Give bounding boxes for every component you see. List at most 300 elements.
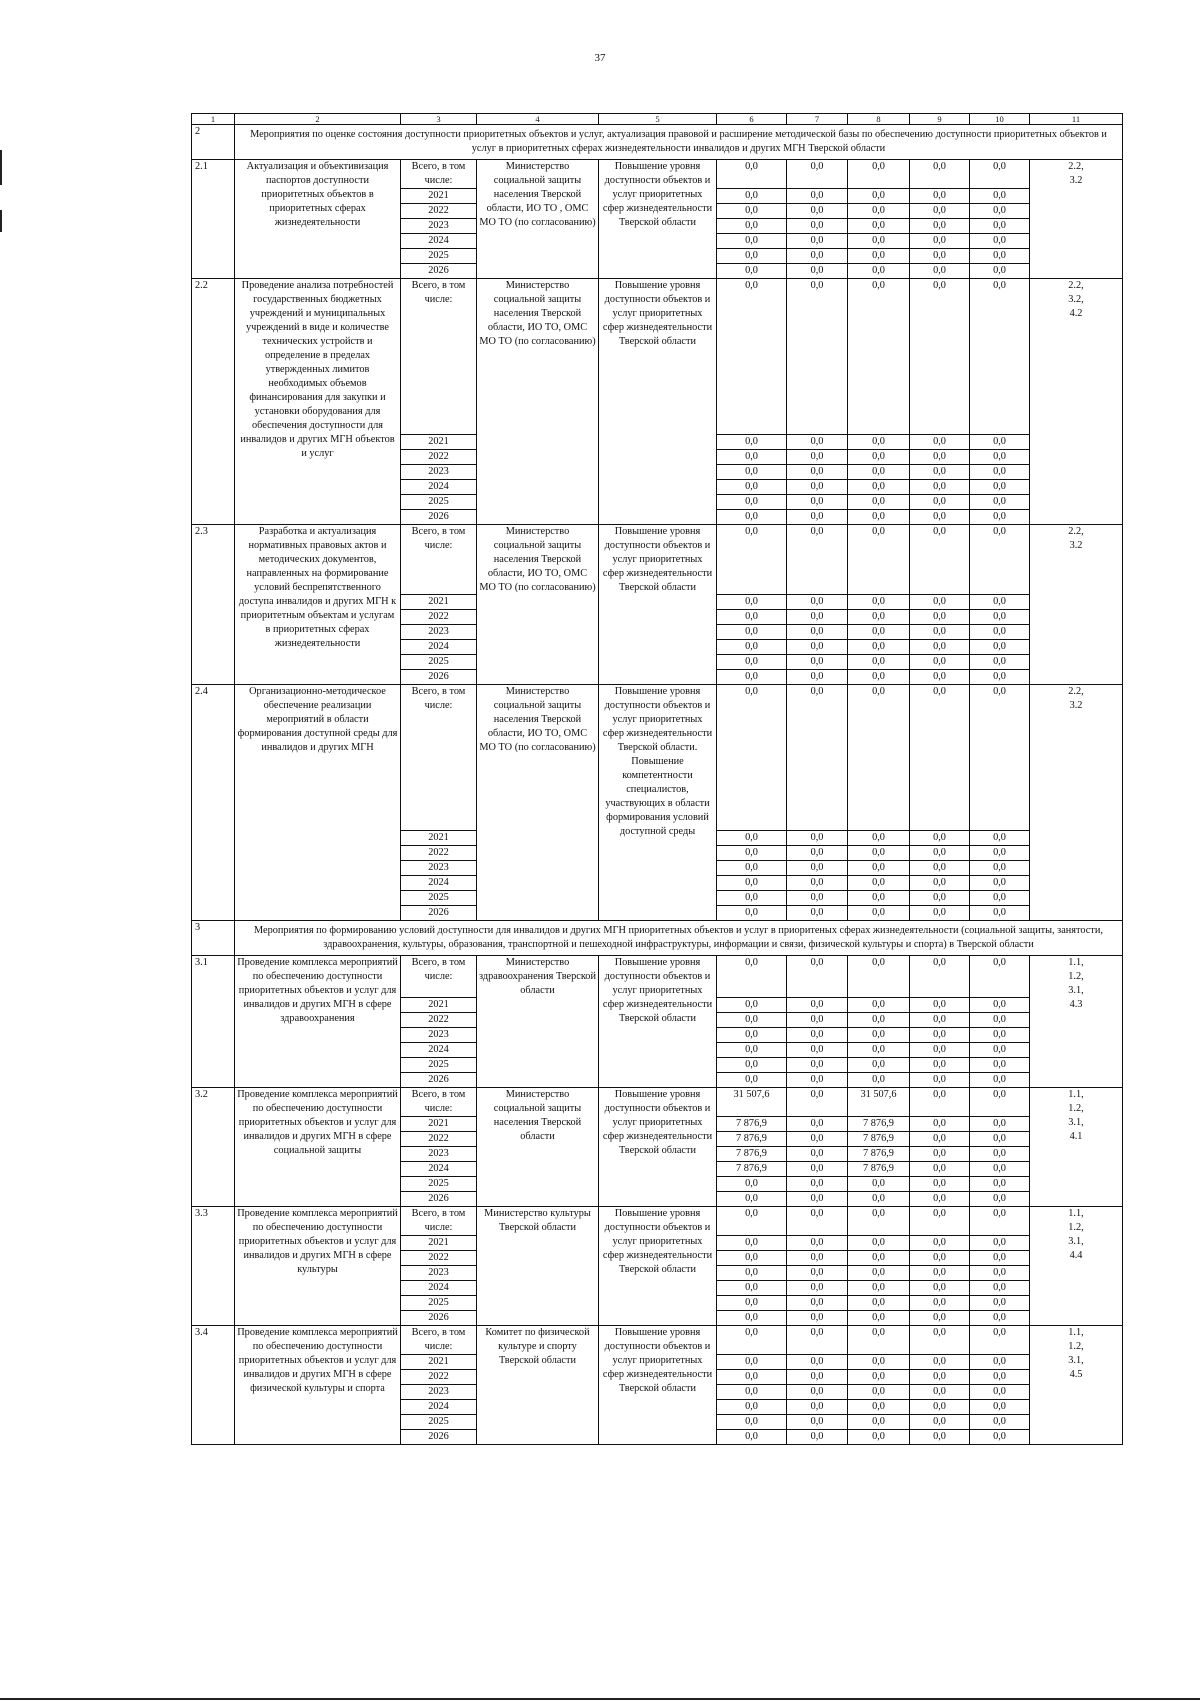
year-value: 0,0 — [787, 1073, 848, 1088]
year-value: 0,0 — [848, 640, 910, 655]
section-row — [192, 921, 1123, 956]
year-cell: 2021 — [401, 595, 477, 610]
year-value: 0,0 — [717, 249, 787, 264]
year-cell: 2022 — [401, 1370, 477, 1385]
year-value: 0,0 — [717, 435, 787, 450]
item-number: 3.4 — [192, 1326, 235, 1445]
year-value: 0,0 — [910, 906, 970, 921]
total-value: 0,0 — [910, 525, 970, 595]
year-value: 0,0 — [848, 495, 910, 510]
total-label: Всего, в том числе: — [401, 956, 477, 998]
year-cell: 2025 — [401, 1058, 477, 1073]
item-name: Проведение комплекса мероприятий по обеспечению доступности приоритетных объектов и услуг для инвалидов и других МГН в сфере физической культуры и спорта — [235, 1326, 401, 1445]
item-row — [192, 525, 1123, 595]
year-value: 0,0 — [910, 1296, 970, 1311]
total-value: 0,0 — [787, 956, 848, 998]
total-value: 31 507,6 — [848, 1088, 910, 1117]
section-title: Мероприятия по оценке состояния доступности приоритетных объектов и услуг, актуализация правовой и расширение методической базы по обеспечению доступности приоритетных объектов и услуг в приоритетных сферах жизнедеятельности инвалидов и других МГН Тверской области — [235, 125, 1123, 160]
year-value: 0,0 — [848, 480, 910, 495]
year-value: 0,0 — [787, 204, 848, 219]
item-indicators: 2.2, 3.2, 4.2 — [1030, 279, 1123, 525]
year-value: 0,0 — [787, 1117, 848, 1132]
item-indicators: 1.1, 1.2, 3.1, 4.4 — [1030, 1207, 1123, 1326]
year-cell: 2026 — [401, 510, 477, 525]
year-value: 0,0 — [848, 264, 910, 279]
year-value: 0,0 — [717, 1043, 787, 1058]
item-executor: Министерство социальной защиты населения Тверской области, ИО ТО, ОМС МО ТО (по согласованию) — [477, 279, 599, 525]
column-number: 9 — [910, 114, 970, 125]
year-cell: 2025 — [401, 1415, 477, 1430]
year-value: 0,0 — [787, 249, 848, 264]
year-value: 0,0 — [787, 435, 848, 450]
year-cell: 2021 — [401, 998, 477, 1013]
year-value: 0,0 — [787, 655, 848, 670]
year-value: 0,0 — [910, 1385, 970, 1400]
year-value: 0,0 — [787, 876, 848, 891]
year-cell: 2022 — [401, 1251, 477, 1266]
column-number: 2 — [235, 114, 401, 125]
item-executor: Министерство социальной защиты населения Тверской области — [477, 1088, 599, 1207]
item-row — [192, 685, 1123, 831]
year-value: 0,0 — [970, 510, 1030, 525]
total-value: 0,0 — [717, 1207, 787, 1236]
year-value: 0,0 — [910, 1058, 970, 1073]
item-number: 2.2 — [192, 279, 235, 525]
total-value: 0,0 — [910, 1207, 970, 1236]
year-value: 0,0 — [787, 219, 848, 234]
year-value: 0,0 — [970, 264, 1030, 279]
year-cell: 2026 — [401, 1430, 477, 1445]
year-value: 0,0 — [717, 906, 787, 921]
column-number: 7 — [787, 114, 848, 125]
year-value: 0,0 — [970, 1043, 1030, 1058]
item-result: Повышение уровня доступности объектов и услуг приоритетных сфер жизнедеятельности Тверской области — [599, 1088, 717, 1207]
year-value: 0,0 — [910, 435, 970, 450]
year-value: 0,0 — [717, 1177, 787, 1192]
year-value: 7 876,9 — [848, 1117, 910, 1132]
year-value: 0,0 — [848, 891, 910, 906]
year-value: 0,0 — [787, 670, 848, 685]
year-value: 0,0 — [717, 861, 787, 876]
total-label: Всего, в том числе: — [401, 1326, 477, 1355]
year-value: 0,0 — [910, 1028, 970, 1043]
year-value: 0,0 — [717, 670, 787, 685]
total-label: Всего, в том числе: — [401, 279, 477, 435]
total-value: 0,0 — [970, 1326, 1030, 1355]
year-cell: 2026 — [401, 906, 477, 921]
year-value: 0,0 — [787, 1296, 848, 1311]
year-value: 0,0 — [848, 1400, 910, 1415]
year-value: 0,0 — [910, 625, 970, 640]
year-value: 0,0 — [910, 264, 970, 279]
year-value: 0,0 — [910, 495, 970, 510]
year-value: 7 876,9 — [717, 1117, 787, 1132]
year-value: 0,0 — [848, 1058, 910, 1073]
item-indicators: 1.1, 1.2, 3.1, 4.1 — [1030, 1088, 1123, 1207]
year-value: 0,0 — [970, 655, 1030, 670]
year-value: 0,0 — [970, 480, 1030, 495]
year-value: 0,0 — [970, 1073, 1030, 1088]
year-value: 0,0 — [910, 1147, 970, 1162]
year-value: 0,0 — [848, 204, 910, 219]
total-value: 0,0 — [910, 685, 970, 831]
year-value: 0,0 — [910, 510, 970, 525]
item-indicators: 1.1, 1.2, 3.1, 4.5 — [1030, 1326, 1123, 1445]
year-value: 0,0 — [717, 189, 787, 204]
year-value: 0,0 — [848, 610, 910, 625]
year-value: 0,0 — [970, 219, 1030, 234]
total-value: 0,0 — [848, 1207, 910, 1236]
section-number: 2 — [192, 125, 235, 160]
year-value: 0,0 — [717, 1400, 787, 1415]
item-name: Актуализация и объективизация паспортов доступности приоритетных объектов в приоритетных сферах жизнедеятельности — [235, 160, 401, 279]
item-row — [192, 160, 1123, 189]
year-value: 0,0 — [848, 670, 910, 685]
year-cell: 2024 — [401, 1400, 477, 1415]
total-value: 0,0 — [848, 279, 910, 435]
year-value: 0,0 — [717, 1028, 787, 1043]
year-value: 0,0 — [787, 234, 848, 249]
year-cell: 2025 — [401, 655, 477, 670]
table-body — [192, 114, 1123, 1445]
total-value: 0,0 — [717, 160, 787, 189]
year-value: 0,0 — [787, 495, 848, 510]
year-value: 0,0 — [910, 234, 970, 249]
year-value: 0,0 — [717, 655, 787, 670]
column-number: 10 — [970, 114, 1030, 125]
item-executor: Министерство здравоохранения Тверской области — [477, 956, 599, 1088]
column-number: 3 — [401, 114, 477, 125]
year-value: 0,0 — [848, 1281, 910, 1296]
year-value: 0,0 — [848, 846, 910, 861]
total-value: 0,0 — [910, 1088, 970, 1117]
year-cell: 2021 — [401, 435, 477, 450]
year-value: 0,0 — [848, 1073, 910, 1088]
year-value: 0,0 — [970, 625, 1030, 640]
year-value: 0,0 — [910, 861, 970, 876]
year-value: 0,0 — [717, 1370, 787, 1385]
total-value: 0,0 — [848, 685, 910, 831]
year-value: 0,0 — [717, 998, 787, 1013]
page-number: 37 — [594, 52, 606, 64]
year-cell: 2026 — [401, 1192, 477, 1207]
item-row — [192, 1088, 1123, 1117]
year-value: 0,0 — [910, 1415, 970, 1430]
total-value: 0,0 — [848, 1326, 910, 1355]
year-cell: 2022 — [401, 1132, 477, 1147]
item-executor: Комитет по физической культуре и спорту Тверской области — [477, 1326, 599, 1445]
item-result: Повышение уровня доступности объектов и услуг приоритетных сфер жизнедеятельности Тверской области — [599, 279, 717, 525]
section-number: 3 — [192, 921, 235, 956]
year-value: 0,0 — [970, 640, 1030, 655]
year-value: 0,0 — [717, 450, 787, 465]
year-value: 0,0 — [787, 1028, 848, 1043]
year-value: 0,0 — [848, 655, 910, 670]
year-value: 0,0 — [970, 906, 1030, 921]
year-cell: 2026 — [401, 264, 477, 279]
year-cell: 2024 — [401, 1162, 477, 1177]
total-value: 0,0 — [970, 1207, 1030, 1236]
year-value: 0,0 — [970, 846, 1030, 861]
year-value: 0,0 — [970, 1281, 1030, 1296]
year-value: 0,0 — [848, 219, 910, 234]
year-value: 0,0 — [787, 1043, 848, 1058]
year-value: 0,0 — [910, 1355, 970, 1370]
year-value: 0,0 — [910, 655, 970, 670]
year-value: 0,0 — [717, 1415, 787, 1430]
total-value: 0,0 — [717, 956, 787, 998]
year-value: 0,0 — [970, 891, 1030, 906]
year-value: 0,0 — [787, 1281, 848, 1296]
year-value: 0,0 — [970, 1192, 1030, 1207]
total-value: 0,0 — [970, 1088, 1030, 1117]
year-value: 0,0 — [970, 450, 1030, 465]
total-value: 0,0 — [717, 279, 787, 435]
total-value: 0,0 — [910, 1326, 970, 1355]
year-value: 0,0 — [970, 1311, 1030, 1326]
year-value: 0,0 — [717, 1073, 787, 1088]
year-value: 0,0 — [717, 1311, 787, 1326]
year-value: 0,0 — [848, 1370, 910, 1385]
year-value: 0,0 — [787, 891, 848, 906]
year-cell: 2024 — [401, 1043, 477, 1058]
year-value: 0,0 — [848, 1311, 910, 1326]
year-value: 0,0 — [910, 1311, 970, 1326]
year-value: 0,0 — [787, 1013, 848, 1028]
year-value: 0,0 — [787, 1236, 848, 1251]
total-value: 0,0 — [848, 956, 910, 998]
year-value: 0,0 — [910, 1117, 970, 1132]
year-value: 0,0 — [787, 1370, 848, 1385]
total-value: 0,0 — [717, 525, 787, 595]
year-value: 0,0 — [717, 1355, 787, 1370]
year-value: 0,0 — [910, 1043, 970, 1058]
item-row — [192, 279, 1123, 435]
year-value: 0,0 — [970, 189, 1030, 204]
year-value: 0,0 — [717, 1430, 787, 1445]
year-value: 0,0 — [848, 189, 910, 204]
year-value: 0,0 — [717, 204, 787, 219]
year-value: 0,0 — [717, 1192, 787, 1207]
year-value: 0,0 — [787, 610, 848, 625]
total-value: 0,0 — [787, 160, 848, 189]
item-indicators: 2.2, 3.2 — [1030, 160, 1123, 279]
year-value: 7 876,9 — [848, 1132, 910, 1147]
total-value: 0,0 — [787, 1088, 848, 1117]
total-label: Всего, в том числе: — [401, 685, 477, 831]
total-value: 0,0 — [787, 1326, 848, 1355]
year-value: 0,0 — [787, 1251, 848, 1266]
year-value: 0,0 — [717, 1058, 787, 1073]
year-cell: 2022 — [401, 1013, 477, 1028]
year-value: 0,0 — [787, 1355, 848, 1370]
year-cell: 2021 — [401, 831, 477, 846]
year-value: 0,0 — [970, 861, 1030, 876]
scan-mark — [0, 1698, 1200, 1700]
total-value: 0,0 — [848, 160, 910, 189]
total-value: 0,0 — [970, 956, 1030, 998]
year-value: 0,0 — [970, 610, 1030, 625]
year-value: 0,0 — [970, 1296, 1030, 1311]
year-value: 0,0 — [787, 1132, 848, 1147]
year-value: 0,0 — [848, 595, 910, 610]
total-value: 0,0 — [787, 279, 848, 435]
item-row — [192, 1207, 1123, 1236]
year-cell: 2022 — [401, 204, 477, 219]
year-value: 0,0 — [787, 1400, 848, 1415]
item-executor: Министерство социальной защиты населения Тверской области, ИО ТО , ОМС МО ТО (по согласованию) — [477, 160, 599, 279]
year-value: 0,0 — [910, 891, 970, 906]
year-cell: 2026 — [401, 1073, 477, 1088]
year-value: 0,0 — [787, 1147, 848, 1162]
year-value: 0,0 — [717, 595, 787, 610]
item-indicators: 2.2, 3.2 — [1030, 685, 1123, 921]
column-number: 5 — [599, 114, 717, 125]
year-value: 0,0 — [787, 1415, 848, 1430]
year-value: 0,0 — [910, 876, 970, 891]
total-label: Всего, в том числе: — [401, 525, 477, 595]
year-cell: 2025 — [401, 495, 477, 510]
year-value: 0,0 — [717, 640, 787, 655]
column-number: 1 — [192, 114, 235, 125]
year-value: 0,0 — [848, 625, 910, 640]
year-value: 7 876,9 — [848, 1147, 910, 1162]
item-executor: Министерство социальной защиты населения Тверской области, ИО ТО, ОМС МО ТО (по согласованию) — [477, 525, 599, 685]
year-value: 0,0 — [787, 189, 848, 204]
year-value: 0,0 — [717, 465, 787, 480]
year-value: 0,0 — [848, 1013, 910, 1028]
item-result: Повышение уровня доступности объектов и услуг приоритетных сфер жизнедеятельности Тверской области — [599, 956, 717, 1088]
year-value: 0,0 — [848, 1192, 910, 1207]
column-number: 6 — [717, 114, 787, 125]
total-value: 0,0 — [910, 956, 970, 998]
year-cell: 2021 — [401, 1117, 477, 1132]
total-label: Всего, в том числе: — [401, 1207, 477, 1236]
total-label: Всего, в том числе: — [401, 160, 477, 189]
item-result: Повышение уровня доступности объектов и услуг приоритетных сфер жизнедеятельности Тверской области — [599, 525, 717, 685]
year-value: 0,0 — [970, 1028, 1030, 1043]
year-value: 0,0 — [787, 1311, 848, 1326]
year-value: 0,0 — [848, 234, 910, 249]
item-name: Проведение анализа потребностей государственных бюджетных учреждений и муниципальных учреждений в виде и количестве технических устройств и определение в пределах утвержденных лимитов необходимых объемов финансирования для закупки и установки оборудования для обеспечения доступности для инвалидов и других МГН объектов и услуг — [235, 279, 401, 525]
year-value: 0,0 — [848, 1251, 910, 1266]
year-value: 0,0 — [970, 876, 1030, 891]
year-value: 0,0 — [717, 1385, 787, 1400]
year-value: 0,0 — [787, 1266, 848, 1281]
year-value: 0,0 — [970, 234, 1030, 249]
year-value: 0,0 — [970, 249, 1030, 264]
year-value: 0,0 — [970, 495, 1030, 510]
year-value: 0,0 — [910, 670, 970, 685]
year-value: 0,0 — [970, 1400, 1030, 1415]
column-number-row — [192, 114, 1123, 125]
year-value: 0,0 — [910, 1013, 970, 1028]
total-value: 0,0 — [970, 525, 1030, 595]
year-cell: 2021 — [401, 1236, 477, 1251]
year-value: 0,0 — [970, 204, 1030, 219]
item-number: 2.4 — [192, 685, 235, 921]
year-cell: 2023 — [401, 861, 477, 876]
year-cell: 2023 — [401, 1266, 477, 1281]
year-value: 7 876,9 — [848, 1162, 910, 1177]
item-indicators: 2.2, 3.2 — [1030, 525, 1123, 685]
year-value: 0,0 — [910, 831, 970, 846]
year-value: 0,0 — [717, 1236, 787, 1251]
year-cell: 2022 — [401, 610, 477, 625]
item-number: 3.3 — [192, 1207, 235, 1326]
year-value: 0,0 — [787, 1162, 848, 1177]
total-value: 0,0 — [848, 525, 910, 595]
year-value: 0,0 — [787, 1177, 848, 1192]
year-value: 0,0 — [970, 595, 1030, 610]
year-value: 0,0 — [910, 1177, 970, 1192]
item-result: Повышение уровня доступности объектов и услуг приоритетных сфер жизнедеятельности Тверской области — [599, 160, 717, 279]
year-value: 0,0 — [970, 1162, 1030, 1177]
item-row — [192, 956, 1123, 998]
year-value: 0,0 — [848, 906, 910, 921]
year-cell: 2022 — [401, 846, 477, 861]
column-number: 11 — [1030, 114, 1123, 125]
year-value: 0,0 — [848, 249, 910, 264]
total-value: 0,0 — [970, 685, 1030, 831]
year-value: 0,0 — [970, 1430, 1030, 1445]
year-value: 7 876,9 — [717, 1162, 787, 1177]
year-value: 0,0 — [787, 625, 848, 640]
year-value: 0,0 — [787, 1430, 848, 1445]
item-name: Проведение комплекса мероприятий по обеспечению доступности приоритетных объектов и услуг для инвалидов и других МГН в сфере здравоохранения — [235, 956, 401, 1088]
total-value: 0,0 — [910, 279, 970, 435]
year-value: 0,0 — [787, 906, 848, 921]
year-value: 0,0 — [848, 1385, 910, 1400]
year-cell: 2025 — [401, 1296, 477, 1311]
year-value: 0,0 — [910, 1430, 970, 1445]
year-value: 0,0 — [717, 1013, 787, 1028]
year-value: 0,0 — [910, 1236, 970, 1251]
total-value: 31 507,6 — [717, 1088, 787, 1117]
year-cell: 2024 — [401, 1281, 477, 1296]
year-value: 0,0 — [717, 891, 787, 906]
year-value: 0,0 — [787, 480, 848, 495]
year-value: 0,0 — [910, 204, 970, 219]
year-value: 0,0 — [717, 480, 787, 495]
year-value: 0,0 — [717, 876, 787, 891]
year-value: 0,0 — [970, 1355, 1030, 1370]
year-cell: 2025 — [401, 891, 477, 906]
year-value: 0,0 — [848, 861, 910, 876]
item-indicators: 1.1, 1.2, 3.1, 4.3 — [1030, 956, 1123, 1088]
column-number: 4 — [477, 114, 599, 125]
year-cell: 2023 — [401, 1147, 477, 1162]
year-value: 0,0 — [970, 1251, 1030, 1266]
year-value: 0,0 — [787, 450, 848, 465]
item-row — [192, 1326, 1123, 1355]
year-value: 0,0 — [848, 876, 910, 891]
year-value: 0,0 — [717, 264, 787, 279]
year-value: 0,0 — [910, 1370, 970, 1385]
year-value: 0,0 — [910, 1162, 970, 1177]
year-value: 0,0 — [787, 640, 848, 655]
year-value: 0,0 — [787, 998, 848, 1013]
total-value: 0,0 — [787, 525, 848, 595]
item-result: Повышение уровня доступности объектов и услуг приоритетных сфер жизнедеятельности Тверской области — [599, 1207, 717, 1326]
year-value: 0,0 — [970, 1385, 1030, 1400]
item-result: Повышение уровня доступности объектов и услуг приоритетных сфер жизнедеятельности Тверской области. Повышение компетентности специалистов, участвующих в области формирования условий доступной среды — [599, 685, 717, 921]
section-title: Мероприятия по формированию условий доступности для инвалидов и других МГН приоритетных объектов и услуг в приоритеных сферах жизнедеятельности (социальной защиты, занятости, здравоохранения, культуры, образования, транспортной и пешеходной инфраструктуры, информации и связи, физической культуры и спорта) в Тверской области — [235, 921, 1123, 956]
year-value: 7 876,9 — [717, 1132, 787, 1147]
year-value: 0,0 — [787, 510, 848, 525]
year-value: 0,0 — [717, 625, 787, 640]
year-value: 0,0 — [717, 1296, 787, 1311]
